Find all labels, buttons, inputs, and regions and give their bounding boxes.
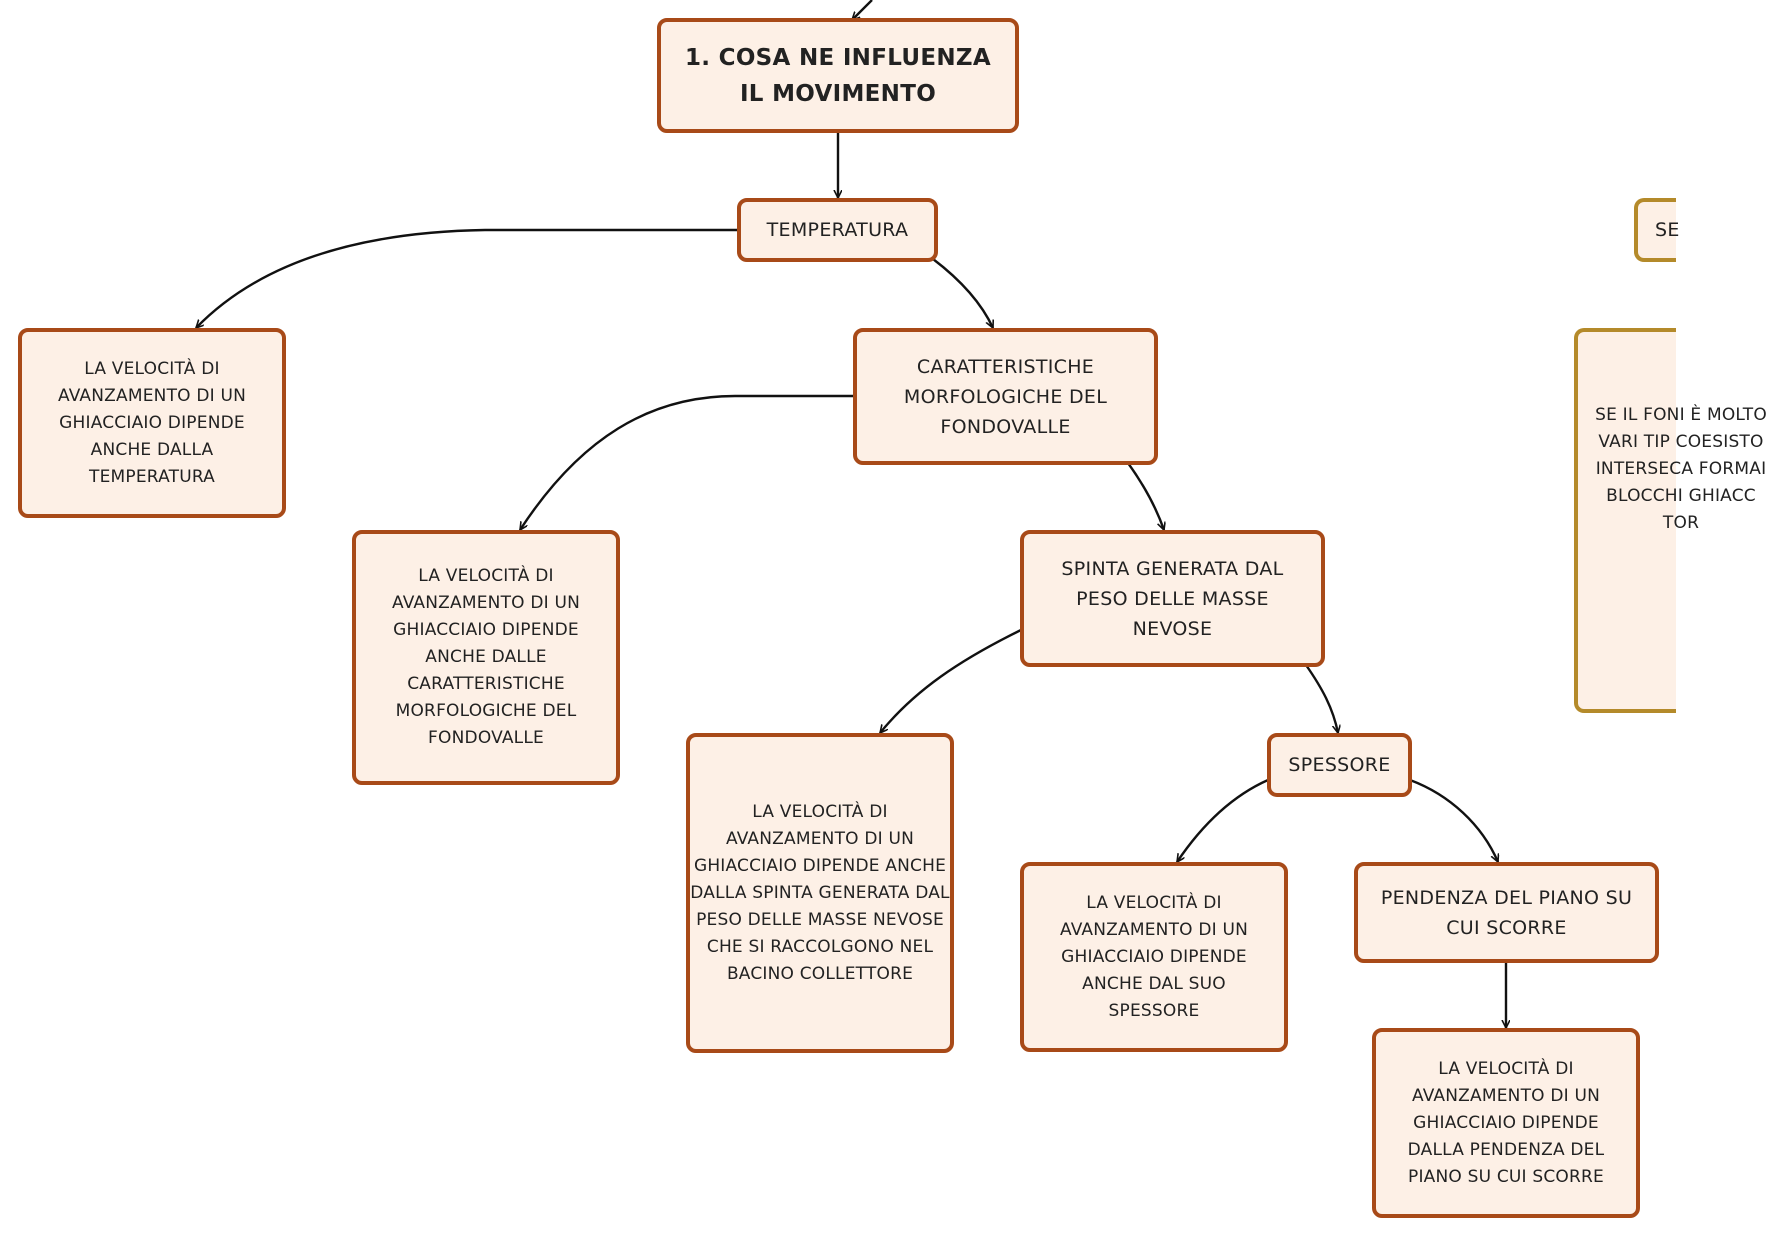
edge-incoming-root [852, 0, 872, 20]
edge-temperatura-temp-leaf [196, 230, 738, 328]
node-right-partial-large-label: SE IL FONI È MOLTO VARI TIP COESISTO INTERSECA FORMAI BLOCCHI GHIACC TOR [1595, 405, 1767, 533]
node-spessore-label: SPESSORE [1288, 754, 1391, 776]
edge-spessore-pendenza [1410, 780, 1498, 862]
node-root-cosa-ne-influenza[interactable] [657, 18, 1019, 133]
edge-spinta-spinta-leaf [880, 630, 1021, 733]
node-right-partial-small[interactable] [1634, 198, 1680, 262]
node-pendenza-label: PENDENZA DEL PIANO SU CUI SCORRE [1380, 886, 1633, 939]
node-right-partial-small-label: SE [1655, 219, 1680, 241]
node-temperatura-label: TEMPERATURA [766, 219, 909, 241]
node-caratteristiche-label: CARATTERISTICHE MORFOLOGICHE DEL FONDOVALLE [903, 355, 1108, 438]
node-temperatura-leaf-label: LA VELOCITÀ DI AVANZAMENTO DI UN GHIACCIAIO DIPENDE ANCHE DALLA TEMPERATURA [57, 358, 247, 487]
edge-spessore-spessore-leaf [1177, 780, 1268, 862]
node-spessore-leaf-label: LA VELOCITÀ DI AVANZAMENTO DI UN GHIACCIAIO DIPENDE ANCHE DAL SUO SPESSORE [1059, 892, 1249, 1021]
node-caratteristiche-leaf-label: LA VELOCITÀ DI AVANZAMENTO DI UN GHIACCIAIO DIPENDE ANCHE DALLE CARATTERISTICHE MORFOLOGICHE DEL FONDOVALLE [391, 566, 581, 748]
node-temperatura-leaf[interactable] [18, 328, 286, 518]
node-caratteristiche-morfologiche[interactable] [853, 328, 1158, 465]
node-temperatura[interactable] [737, 198, 938, 262]
edge-spinta-spessore [1306, 665, 1338, 733]
node-spinta-leaf-label: LA VELOCITÀ DI AVANZAMENTO DI UN GHIACCIAIO DIPENDE ANCHE DALLA SPINTA GENERATA DAL PESO DELLE MASSE NEVOSE CHE SI RACCOLGONO NEL BACINO COLLETTORE [690, 801, 950, 984]
node-pendenza-piano[interactable] [1354, 862, 1659, 963]
node-right-partial-large[interactable] [1574, 328, 1767, 713]
node-pendenza-leaf[interactable] [1372, 1028, 1640, 1218]
edge-temperatura-caratteristiche [933, 259, 993, 328]
edge-caratteristiche-caratt-leaf [520, 396, 854, 530]
node-spessore[interactable] [1267, 733, 1412, 797]
node-root-label: 1. COSA NE INFLUENZA IL MOVIMENTO [685, 44, 991, 107]
node-pendenza-leaf-label: LA VELOCITÀ DI AVANZAMENTO DI UN GHIACCIAIO DIPENDE DALLA PENDENZA DEL PIANO SU CUI SCORRE [1407, 1058, 1605, 1187]
node-caratteristiche-leaf[interactable] [352, 530, 620, 785]
node-spinta-leaf[interactable] [686, 733, 954, 1053]
edge-caratteristiche-spinta [1128, 463, 1164, 530]
node-spinta-label: SPINTA GENERATA DAL PESO DELLE MASSE NEVOSE [1061, 557, 1284, 640]
node-spessore-leaf[interactable] [1020, 862, 1288, 1052]
node-spinta-masse-nevose[interactable] [1020, 530, 1325, 667]
